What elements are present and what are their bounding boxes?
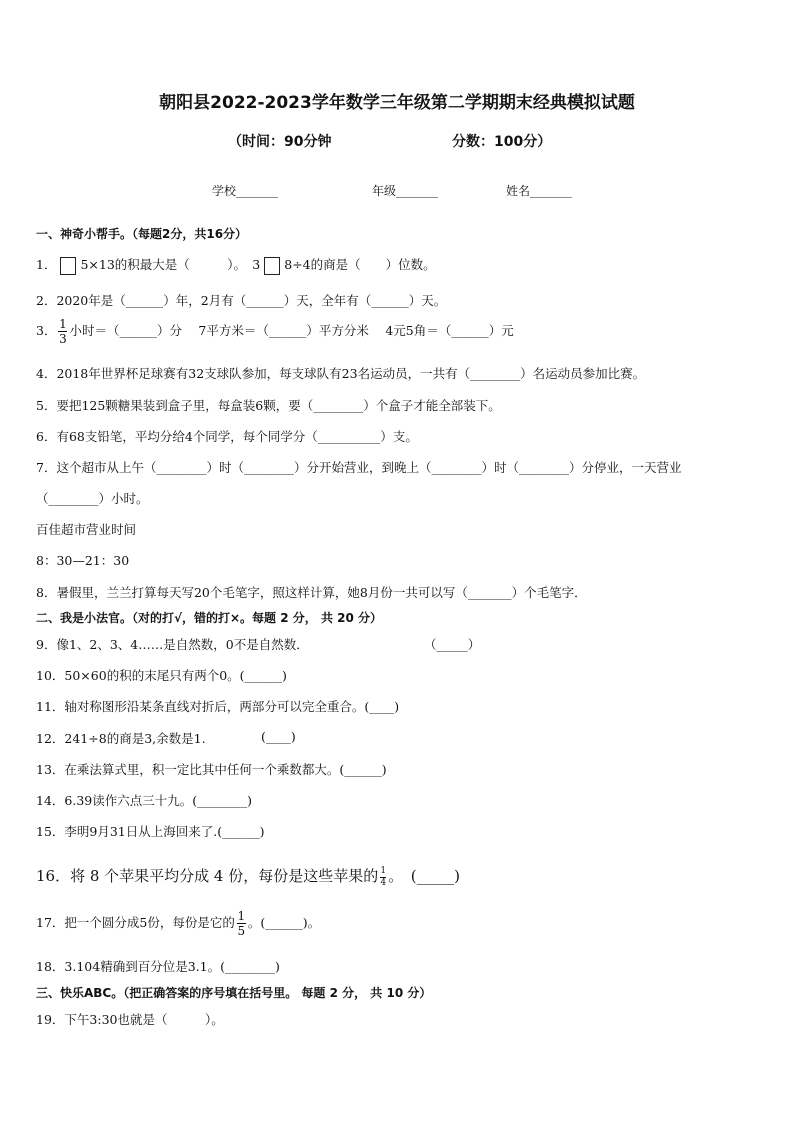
- name-field[interactable]: 姓名_______: [506, 184, 573, 198]
- question-11: 11．轴对称图形沿某条直线对折后，两部分可以完全重合。(____): [36, 699, 400, 714]
- question-14: 14．6.39读作六点三十九。(________): [36, 793, 252, 808]
- grade-field[interactable]: 年级_______: [372, 184, 439, 198]
- exam-time: （时间：90分钟: [228, 134, 332, 150]
- page-title: 朝阳县2022-2023学年数学三年级第二学期期末经典模拟试题: [159, 93, 635, 113]
- question-text: 8÷4的商是（ ）位数。: [284, 257, 436, 272]
- question-9-answer[interactable]: （_____）: [424, 637, 481, 652]
- question-5: 5．要把125颗糖果装到盒子里，每盒装6颗，要（________）个盒子才能全部装下。: [36, 398, 501, 413]
- question-19: 19．下午3:30也就是（ ）。: [36, 1012, 224, 1027]
- question-number: 1．: [36, 257, 57, 272]
- question-answer[interactable]: 。 (_____): [388, 867, 460, 885]
- answer-box[interactable]: [264, 257, 280, 275]
- exam-score: 分数：100分）: [452, 134, 552, 150]
- question-15: 15．李明9月31日从上海回来了.(______): [36, 824, 265, 839]
- question-answer[interactable]: 。(______)。: [247, 915, 321, 930]
- question-4: 4．2018年世界杯足球赛有32支球队参加，每支球队有23名运动员，一共有（________）名运动员参加比赛。: [36, 366, 646, 381]
- question-6: 6．有68支铅笔，平均分给4个同学，每个同学分（__________）支。: [36, 429, 418, 444]
- question-3: [36, 318, 514, 345]
- question-12: 12．241÷8的商是3,余数是1.: [36, 731, 206, 746]
- question-13: 13．在乘法算式里，积一定比其中任何一个乘数都大。(______): [36, 762, 387, 777]
- question-18: 18．3.104精确到百分位是3.1。(________): [36, 959, 280, 974]
- answer-box[interactable]: [60, 257, 76, 275]
- question-7-line-2: （________）小时。: [36, 491, 149, 506]
- question-12-answer[interactable]: (____): [261, 729, 296, 744]
- question-text: 16．将 8 个苹果平均分成 4 份，每份是这些苹果的: [36, 867, 379, 885]
- question-8: 8．暑假里，兰兰打算每天写20个毛笔字，照这样计算，她8月份一共可以写（_______）个毛笔字．: [36, 585, 587, 600]
- fraction-one-third: $\frac{1}{3}$: [59, 317, 67, 346]
- section-heading-3: 三、快乐ABC。（把正确答案的序号填在括号里。 每题 2 分， 共 10 分）: [36, 986, 432, 1000]
- section-heading-1: 一、神奇小帮手。（每题2分，共16分）: [36, 227, 248, 241]
- store-hours-title: 百佳超市营业时间: [36, 522, 137, 537]
- question-10: 10．50×60的积的末尾只有两个0。(______): [36, 668, 287, 683]
- store-hours-value: 8：30—21：30: [36, 553, 130, 568]
- section-heading-2: 二、我是小法官。（对的打√，错的打×。每题 2 分， 共 20 分）: [36, 611, 382, 625]
- question-2: 2．2020年是（______）年，2月有（______）天，全年有（______）天。: [36, 293, 447, 308]
- question-text: 17．把一个圆分成5份，每份是它的: [36, 915, 235, 930]
- question-9: 9．像1、2、3、4……是自然数，0不是自然数．: [36, 637, 309, 652]
- school-field[interactable]: 学校_______: [212, 184, 279, 198]
- question-1: [36, 255, 436, 275]
- fraction-one-quarter: $\frac{1}{4}$: [380, 865, 387, 888]
- question-17: [36, 910, 320, 937]
- question-number: 3．: [36, 323, 57, 338]
- question-7-line-1: 7．这个超市从上午（________）时（________）分开始营业，到晚上（________）时（________）分停业，一天营业: [36, 460, 682, 475]
- question-16: [36, 865, 460, 888]
- question-text: 小时＝（______）分 7平方米＝（______）平方分米 4元5角＝（______）元: [69, 323, 514, 338]
- question-text: 5×13的积最大是（ ）。 3: [80, 257, 261, 272]
- fraction-one-fifth: $\frac{1}{5}$: [237, 909, 246, 938]
